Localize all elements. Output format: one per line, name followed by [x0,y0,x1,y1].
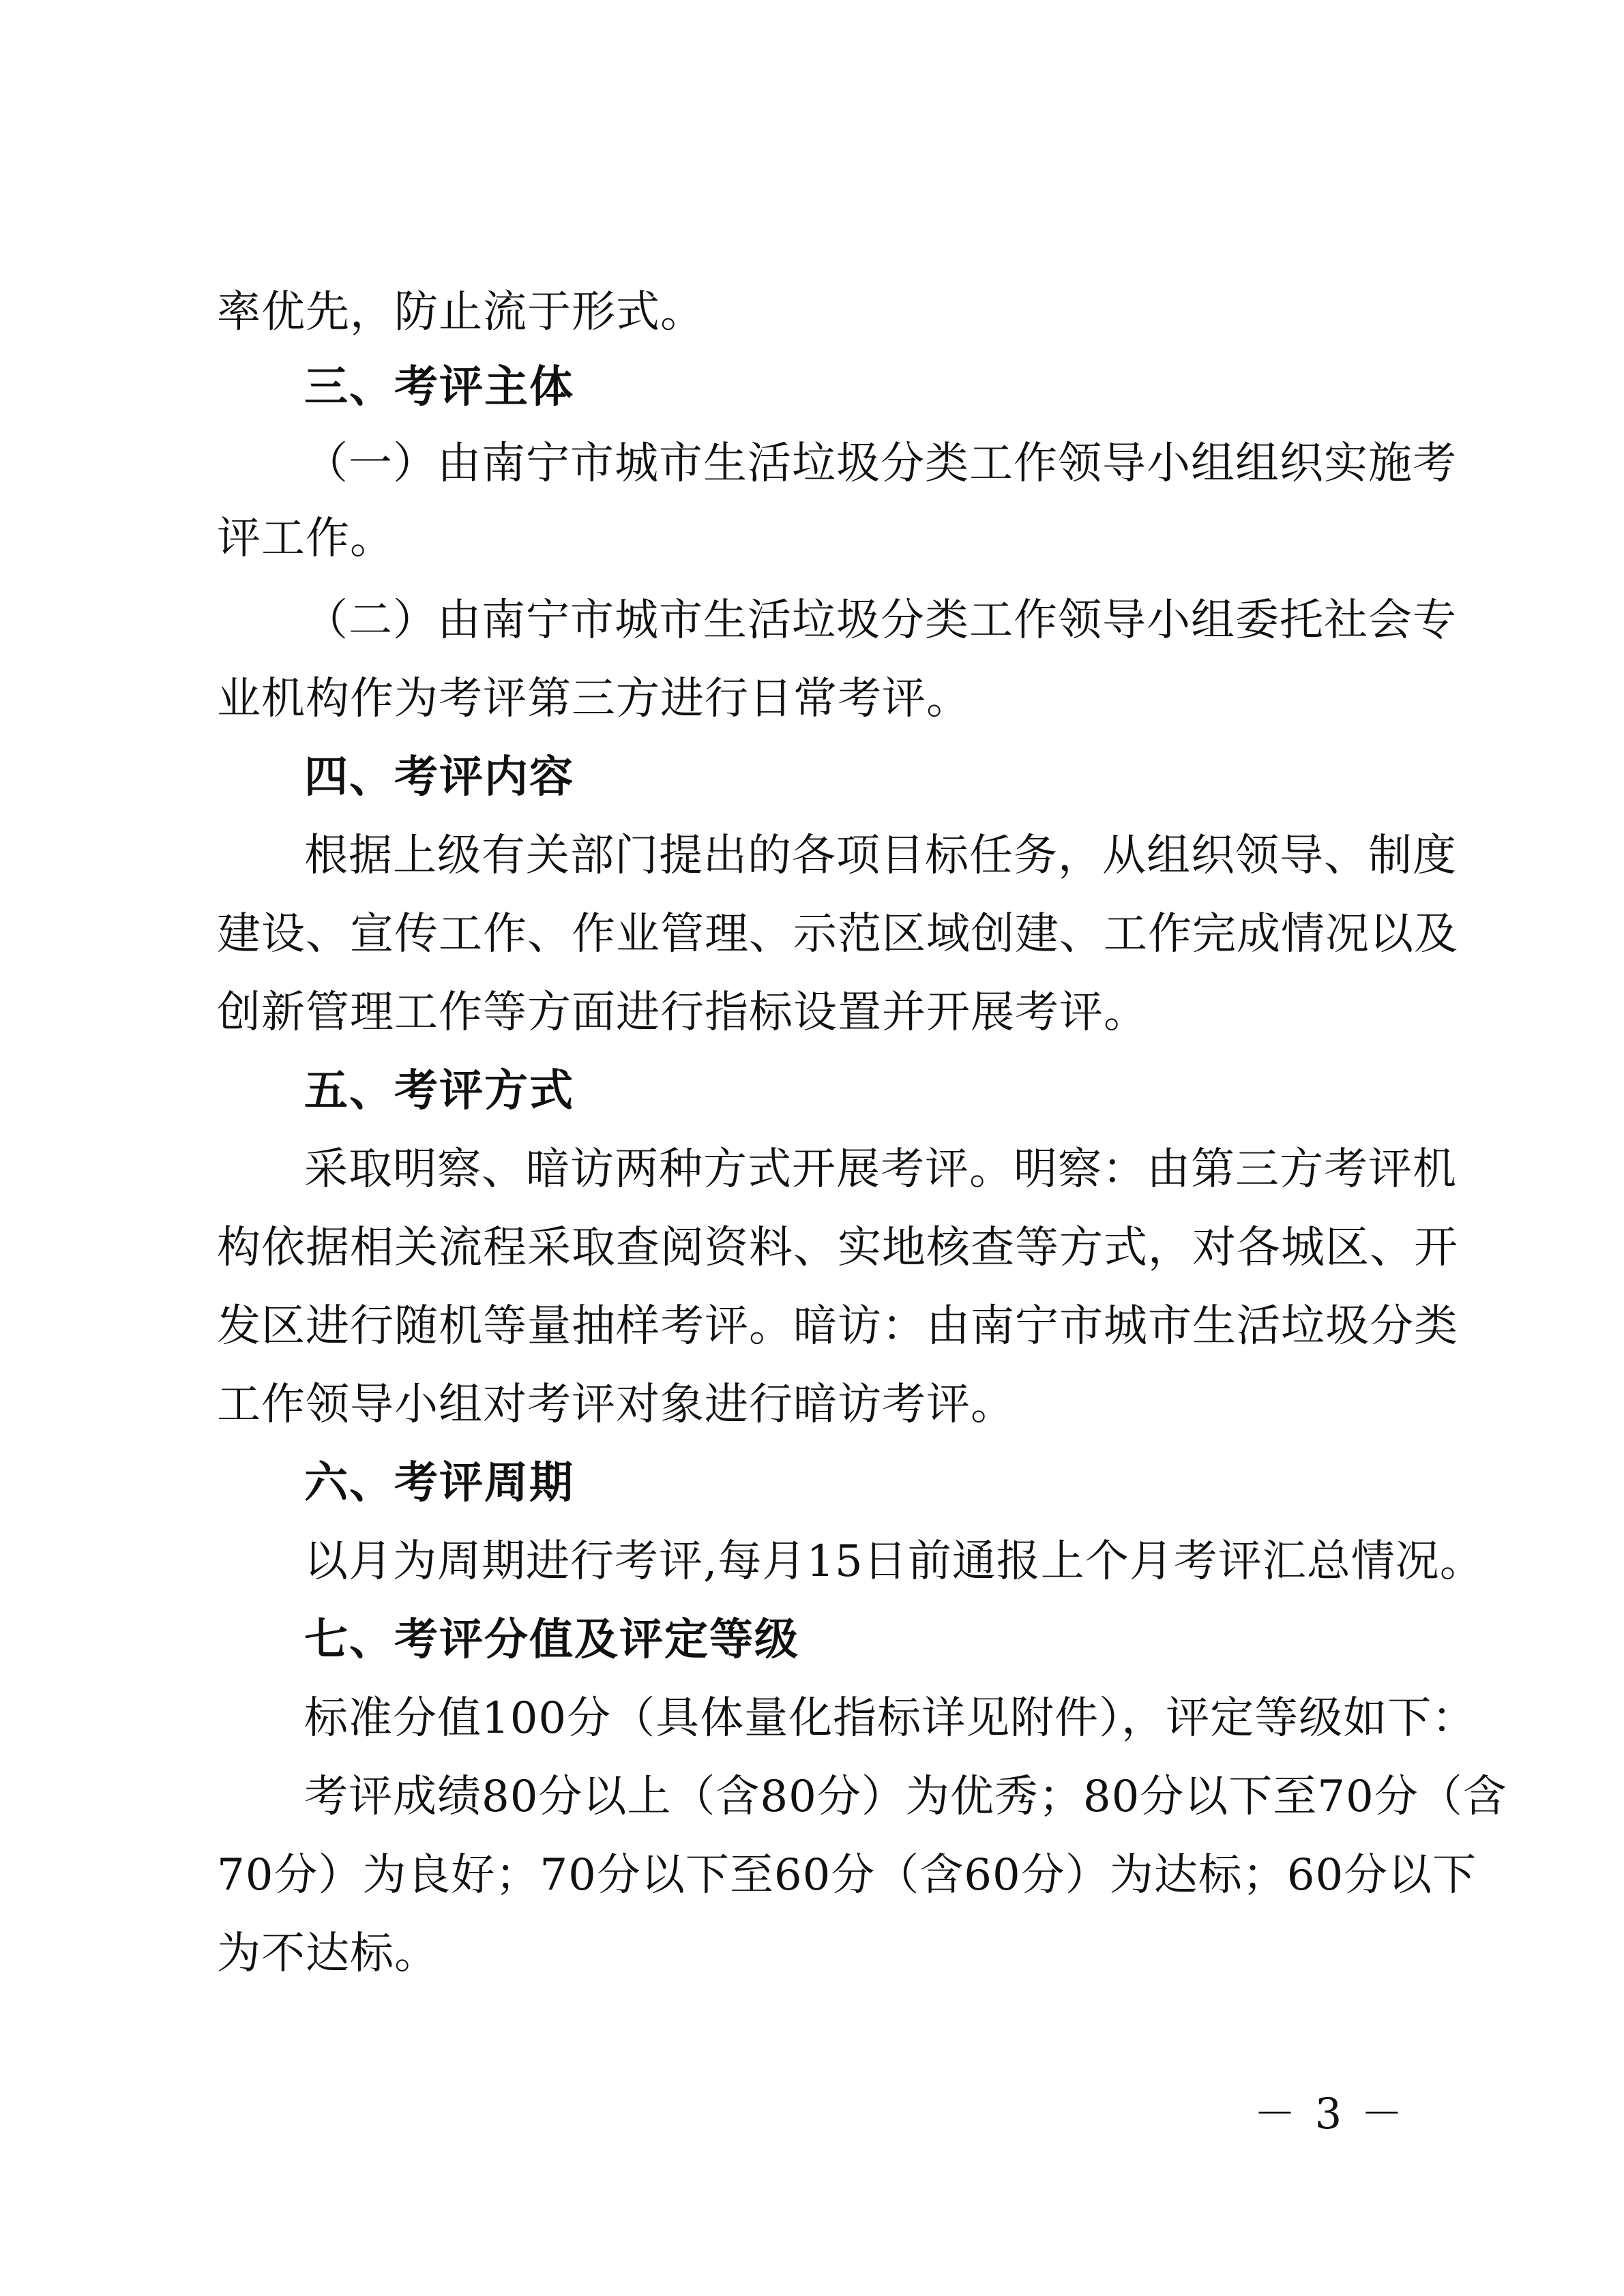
body-line-16: 70分）为良好；70分以下至60分（含60分）为达标；60分以下 [217,1850,1477,1900]
section-heading-5: 五、考评方式 [304,1066,574,1116]
page-number: － 3 － [1254,2089,1406,2138]
body-line-13: 以月为周期进行考评,每月15日前通报上个月考评汇总情况。 [304,1536,1484,1587]
body-line-12: 工作领导小组对考评对象进行暗访考评。 [217,1380,1015,1430]
section-heading-3: 三、考评主体 [304,362,574,413]
section-heading-4: 四、考评内容 [304,752,574,803]
body-line-15: 考评成绩80分以上（含80分）为优秀；80分以下至70分（含 [304,1772,1507,1822]
body-line-17: 为不达标。 [217,1928,439,1979]
section-heading-6: 六、考评周期 [304,1458,574,1508]
body-line-3: 评工作。 [217,513,394,564]
body-line-14: 标准分值100分（具体量化指标详见附件），评定等级如下： [304,1693,1477,1744]
body-line-2: （一）由南宁市城市生活垃圾分类工作领导小组组织实施考 [304,438,1457,489]
body-line-5: 业机构作为考评第三方进行日常考评。 [217,674,971,724]
body-line-4: （二）由南宁市城市生活垃圾分类工作领导小组委托社会专 [304,595,1457,646]
section-heading-7: 七、考评分值及评定等级 [304,1615,799,1665]
body-line-6: 根据上级有关部门提出的各项目标任务，从组织领导、制度 [304,831,1457,881]
body-line-7: 建设、宣传工作、作业管理、示范区域创建、工作完成情况以及 [217,909,1458,959]
body-line-10: 构依据相关流程采取查阅资料、实地核查等方式，对各城区、开 [217,1223,1458,1273]
body-line-1: 率优先，防止流于形式。 [217,287,705,338]
body-line-11: 发区进行随机等量抽样考评。暗访：由南宁市城市生活垃圾分类 [217,1301,1458,1352]
body-line-8: 创新管理工作等方面进行指标设置并开展考评。 [217,987,1148,1038]
body-line-9: 采取明察、暗访两种方式开展考评。明察：由第三方考评机 [304,1144,1457,1195]
